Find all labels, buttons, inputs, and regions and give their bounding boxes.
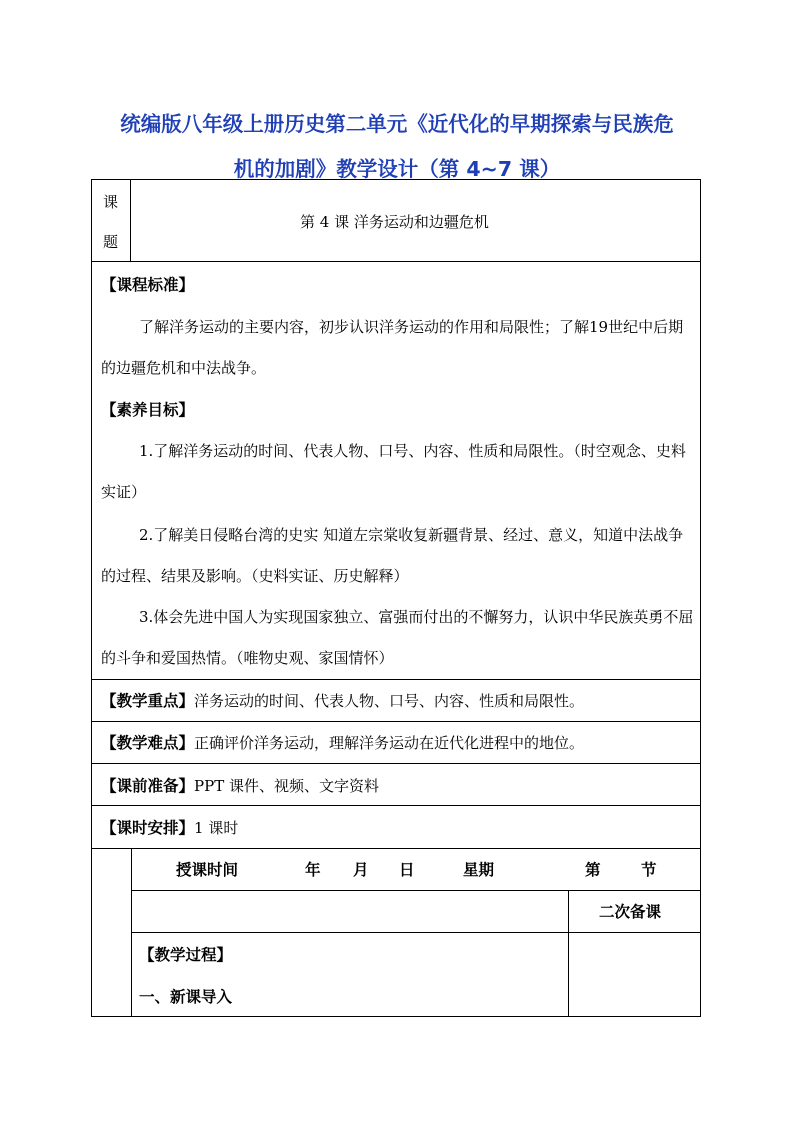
- document-title-line-2: 机的加剧》教学设计（第 4~7 课）: [233, 157, 561, 181]
- teaching-time-year: 年: [305, 861, 321, 879]
- difficulties: [101, 733, 584, 753]
- preparation-heading: 【课前准备】: [101, 777, 195, 795]
- preparation: [101, 776, 379, 796]
- teaching-time-period-prefix: 第: [585, 861, 601, 879]
- teaching-time-period-suffix: 节: [641, 861, 657, 879]
- difficulties-heading: 【教学难点】: [101, 734, 195, 752]
- left-margin-column: [91, 849, 131, 1017]
- process-section-1: 一、新课导入: [139, 988, 233, 1006]
- schedule-heading: 【课时安排】: [101, 819, 195, 837]
- document-title-line-1: 统编版八年级上册历史第二单元《近代化的早期探索与民族危: [120, 112, 674, 136]
- key-points-heading: 【教学重点】: [101, 692, 195, 710]
- difficulties-text: 正确评价洋务运动，理解洋务运动在近代化进程中的地位。: [194, 734, 585, 752]
- blank-row-main-cell: [131, 891, 569, 933]
- teaching-time-weekday: 星期: [463, 861, 495, 879]
- topic-label-2: 题: [103, 233, 119, 251]
- second-prep-notes-cell: [569, 933, 701, 1017]
- teaching-time-label: 授课时间: [176, 861, 239, 879]
- objective-item-3: 3.体会先进中国人为实现国家独立、富强而付出的不懈努力，认识中华民族英勇不屈的斗争和爱国热情。（唯物史观、家国情怀）: [101, 608, 694, 667]
- schedule-text: 1 课时: [194, 819, 239, 837]
- topic-label-1: 课: [103, 193, 119, 211]
- teaching-time-day: 日: [399, 861, 415, 879]
- objective-item-1: 1.了解洋务运动的时间、代表人物、口号、内容、性质和局限性。（时空观念、史料实证）: [101, 442, 686, 501]
- standards-text: 了解洋务运动的主要内容，初步认识洋务运动的作用和局限性；了解19世纪中后期的边疆危机和中法战争。: [101, 318, 684, 377]
- standards-heading: 【课程标准】: [101, 276, 195, 294]
- key-points-text: 洋务运动的时间、代表人物、口号、内容、性质和局限性。: [194, 692, 585, 710]
- objective-item-2: 2.了解美日侵略台湾的史实 知道左宗棠收复新疆背景、经过、意义，知道中法战争的过程、结果及影响。（史料实证、历史解释）: [101, 526, 684, 585]
- schedule: [101, 818, 238, 838]
- teaching-time-month: 月: [353, 861, 369, 879]
- key-points: [101, 691, 584, 711]
- objectives-heading: 【素养目标】: [101, 401, 195, 419]
- preparation-text: PPT 课件、视频、文字资料: [194, 777, 379, 795]
- process-heading: 【教学过程】: [139, 946, 233, 964]
- lesson-topic: 第 4 课 洋务运动和边疆危机: [300, 213, 489, 231]
- second-prep-label: 二次备课: [599, 903, 662, 921]
